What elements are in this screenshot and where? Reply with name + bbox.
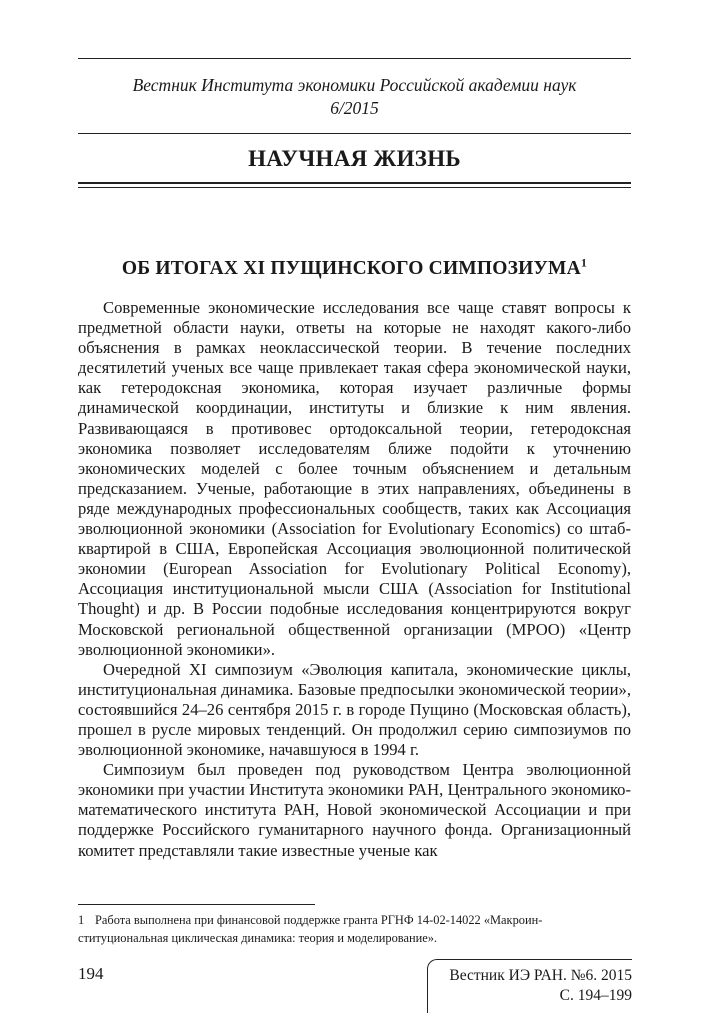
footnote-divider [78,904,315,905]
section-bottom-rule-1 [78,182,631,184]
journal-name: Вестник Института экономики Российской академии наук [132,75,577,95]
citation-journal: Вестник ИЭ РАН. №6. 2015 [449,967,632,984]
footnote-line-1 [78,912,631,930]
citation-box [427,959,632,1013]
journal-header [78,74,631,120]
article-title-text: ОБ ИТОГАХ XI ПУЩИНСКОГО СИМПОЗИУМА [121,258,581,279]
article-title [78,255,631,280]
header-top-rule [78,58,631,59]
body-paragraph: Симпозиум был проведен под руководством Центра эволюционной экономики при участии Института экономики РАН, Центрального экономико-математического института РАН, Новой экономической Ассоциации и при поддержке Российского гуманитарного научного фонда. Организационный комитет представляли такие известные ученые как [78,760,631,860]
footnote-text-2: ституциональная циклическая динамика: теория и моделирование». [78,930,438,945]
journal-issue: 6/2015 [330,98,379,118]
article-body [78,298,631,861]
footnote-mark: 1 [78,913,85,927]
section-title: НАУЧНАЯ ЖИЗНЬ [248,146,461,171]
section-top-rule [78,133,631,134]
footnote-text-1: Работа выполнена при финансовой поддержке гранта РГНФ 14-02-14022 «Макроин- [95,913,543,927]
citation-pages: С. 194–199 [559,987,632,1004]
title-footnote-mark: 1 [580,255,588,270]
body-paragraph: Современные экономические исследования все чаще ставят вопросы к предметной области науки, ответы на которые не находят какого-либо объяснения в рамках неоклассической теории. В течение последних десятилетий ученых все чаще привлекает такая сфера экономической науки, как гетеродоксная экономика, которая изучает различные формы динамической координации, институты и близкие к ним явления. Развивающаяся в противовес ортодоксальной теории, гетеродоксная экономика позволяет исследователям ближе подойти к уточнению экономических моделей с более точным объяснением и детальным предсказанием. Ученые, работающие в этих направлениях, объединены в ряде международных профессиональных сообществ, таких как Ассоциация эволюционной экономики (Association for Evolutionary Economics) со штаб-квартирой в США, Европейская Ассоциация эволюционной политической экономии (European Association for Evolutionary Political Economy), Ассоциация институциональной мысли США (Association for Institutional Thought) и др. В России подобные исследования концентрируются вокруг Московской региональной общественной организации (МРОО) «Центр эволюционной экономики». [78,298,631,659]
footnote [78,912,631,947]
section-bottom-rule-2 [78,187,631,188]
body-paragraph: Очередной XI симпозиум «Эволюция капитала, экономические циклы, институциональная динамика. Базовые предпосылки экономической теории», состоявшийся 24–26 сентября 2015 г. в городе Пущино (Московская область), прошел в русле мировых тенденций. Он продолжил серию симпозиумов по эволюционной экономике, начавшуюся в 1994 г. [78,659,631,760]
page-number: 194 [78,964,104,983]
